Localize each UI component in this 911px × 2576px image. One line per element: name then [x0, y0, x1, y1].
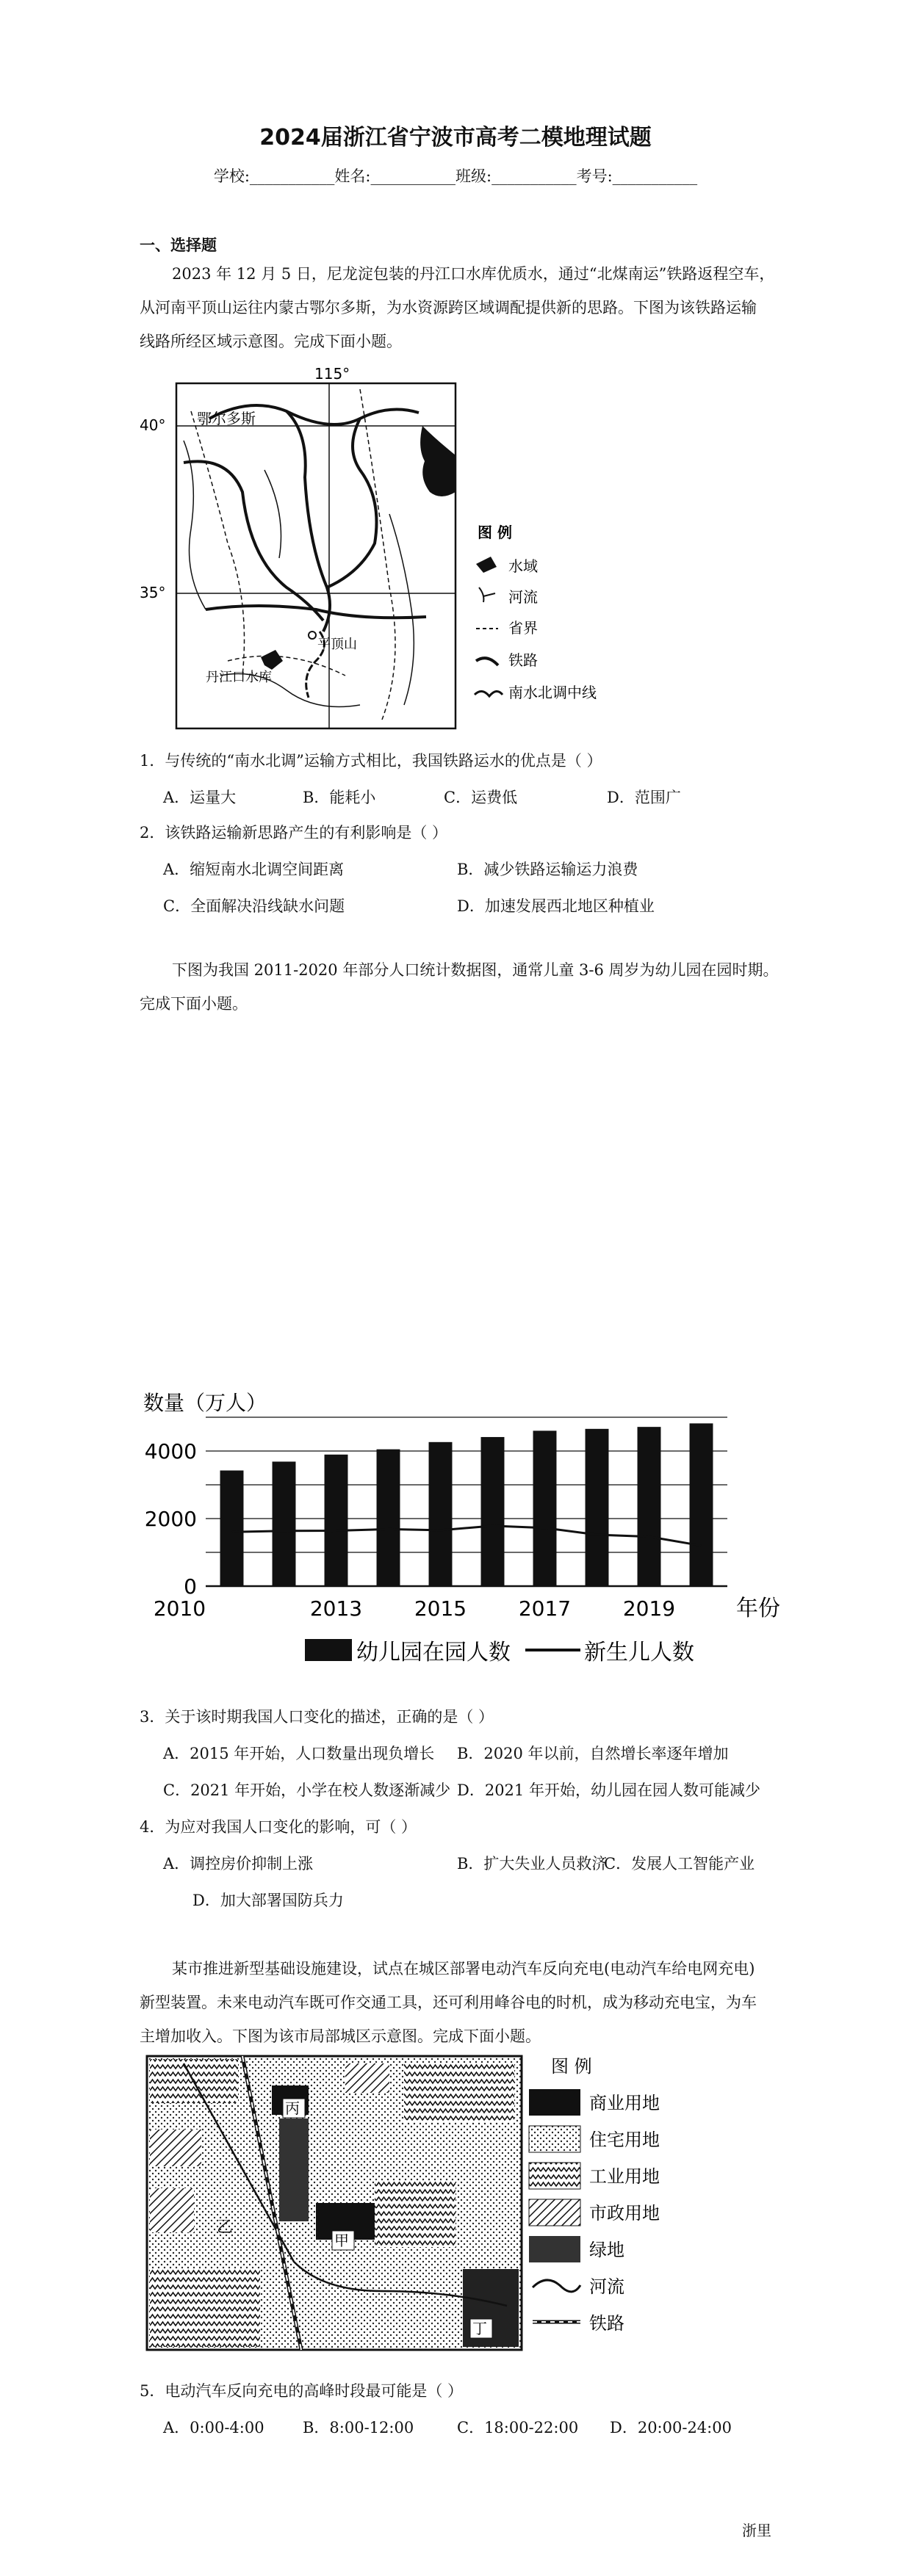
q5-option-d[interactable]: D．20:00-24:00 [610, 2419, 732, 2436]
chart-y-ticks [145, 1439, 197, 1599]
legend-bar-label: 幼儿园在园人数 [356, 1640, 511, 1665]
chart-x-tick-label: 2010 [153, 1596, 206, 1621]
legend-residential-swatch [529, 2126, 580, 2152]
label-ding: 丁 [472, 2320, 487, 2337]
legend-bar-swatch [305, 1639, 352, 1661]
q2-option-c[interactable]: C．全面解决沿线缺水问题 [163, 897, 345, 915]
legend-commercial-label: 商业用地 [589, 2093, 660, 2113]
page-title: 2024届浙江省宁波市高考二模地理试题 [259, 125, 652, 151]
intro2-line1: 下图为我国 2011-2020 年部分人口统计数据图，通常儿童 3-6 周岁为幼儿园在园时期。 [172, 961, 779, 979]
intro1-line2: 从河南平顶山运往内蒙古鄂尔多斯，为水资源跨区域调配提供新的思路。下图为该铁路运输 [140, 299, 757, 316]
municipal-zone-w2 [150, 2188, 194, 2232]
chart-bars [220, 1423, 713, 1586]
legend-route-label: 南水北调中线 [508, 684, 597, 701]
kindergarten-bar-2013 [325, 1455, 348, 1586]
railway-region-map [140, 367, 669, 734]
map2-legend-title: 图 例 [551, 2056, 592, 2077]
intro1-line3: 线路所经区域示意图。完成下面小题。 [140, 333, 402, 350]
newborn-series-line [232, 1526, 702, 1546]
intro3-line1: 某市推进新型基础设施建设，试点在城区部署电动汽车反向充电(电动汽车给电网充电) [172, 1960, 755, 1978]
intro-paragraph-2 [140, 953, 786, 1021]
longitude-label: 115° [314, 367, 350, 383]
question-2-stem: 2．该铁路运输新思路产生的有利影响是（ ） [140, 824, 448, 842]
kindergarten-bar-2015 [429, 1442, 453, 1586]
pingdingshan-point [309, 632, 316, 639]
intro-paragraph-3 [140, 1952, 786, 2053]
population-chart-svg [140, 1388, 815, 1682]
green-zone-bing [279, 2119, 309, 2221]
question-4-stem: 4．为应对我国人口变化的影响，可（ ） [140, 1818, 417, 1836]
industrial-zone-sw [150, 2269, 260, 2347]
q4-option-c[interactable]: C．发展人工智能产业 [604, 1855, 755, 1873]
chart-x-tick-label: 2017 [518, 1596, 572, 1621]
label-bing: 丙 [285, 2099, 300, 2117]
city-map-svg [140, 2049, 786, 2357]
q1-option-c[interactable]: C．运费低 [444, 789, 518, 806]
legend-railway2-label: 铁路 [589, 2313, 624, 2334]
kindergarten-bar-2020 [690, 1423, 713, 1586]
q2-option-a[interactable]: A．缩短南水北调空间距离 [163, 861, 345, 878]
legend-municipal-swatch [529, 2199, 580, 2226]
label-jia: 甲 [334, 2232, 349, 2249]
q5-option-b[interactable]: B．8:00-12:00 [303, 2419, 414, 2436]
latitude-40-label: 40° [140, 416, 166, 434]
legend-river2-icon [533, 2280, 580, 2292]
place-pingdingshan: 平顶山 [317, 637, 357, 652]
question-3-stem: 3．关于该时期我国人口变化的描述，正确的是（ ） [140, 1708, 494, 1726]
q3-option-c[interactable]: C．2021 年开始，小学在校人数逐渐减少 [163, 1781, 451, 1799]
q1-option-d[interactable]: D．范围广 [607, 789, 681, 806]
city-district-map [140, 2049, 786, 2357]
chart-x-tick-label: 2015 [414, 1596, 467, 1621]
chart-ylabel: 数量（万人） [143, 1391, 267, 1415]
kindergarten-bar-2016 [481, 1437, 505, 1586]
q4-option-a[interactable]: A．调控房价抑制上涨 [163, 1855, 314, 1873]
industrial-zone-ne [404, 2063, 514, 2122]
legend-railway-label: 铁路 [508, 651, 538, 669]
question-5-stem: 5．电动汽车反向充电的高峰时段最可能是（ ） [140, 2382, 464, 2400]
q4-option-d[interactable]: D．加大部署国防兵力 [192, 1892, 344, 1909]
place-danjiangkou: 丹江口水库 [206, 670, 272, 685]
q3-option-d[interactable]: D．2021 年开始，幼儿园在园人数可能减少 [457, 1781, 760, 1799]
kindergarten-bar-2018 [586, 1429, 609, 1586]
q5-option-a[interactable]: A．0:00-4:00 [163, 2419, 264, 2436]
chart-xlabel: 年份 [736, 1596, 780, 1621]
legend-line-label: 新生儿人数 [584, 1640, 694, 1665]
footer-text: 浙里 [742, 2522, 771, 2539]
legend-route-icon [475, 691, 503, 696]
intro-paragraph-1 [140, 257, 786, 358]
intro2-line2: 完成下面小题。 [140, 995, 248, 1013]
map1-legend-title: 图 例 [478, 524, 512, 541]
legend-industrial-label: 工业用地 [589, 2166, 660, 2187]
kindergarten-bar-2012 [273, 1461, 296, 1586]
industrial-zone-e [375, 2181, 455, 2247]
student-info-line: 学校:___________姓名:___________班级:___________考号:___________ [213, 167, 698, 185]
q1-option-b[interactable]: B．能耗小 [303, 789, 376, 806]
legend-river-icon [479, 587, 495, 602]
railway-map-svg [140, 367, 669, 734]
kindergarten-bar-2011 [220, 1470, 244, 1586]
q5-option-c[interactable]: C．18:00-22:00 [457, 2419, 579, 2436]
q2-option-d[interactable]: D．加速发展西北地区种植业 [457, 897, 655, 915]
intro3-line2: 新型装置。未来电动汽车既可作交通工具，还可利用峰谷电的时机，成为移动充电宝，为车 [140, 1994, 757, 2011]
municipal-zone-w1 [150, 2130, 201, 2166]
kindergarten-bar-2017 [533, 1430, 557, 1586]
legend-residential-label: 住宅用地 [589, 2130, 660, 2150]
section-heading: 一、选择题 [140, 236, 217, 254]
legend-railway-icon [476, 658, 498, 665]
chart-y-tick-label: 0 [184, 1574, 197, 1599]
label-yi: 乙 [217, 2218, 234, 2237]
legend-green-label: 绿地 [589, 2240, 624, 2260]
chart-y-tick-label: 2000 [144, 1507, 197, 1531]
q2-option-b[interactable]: B．减少铁路运输运力浪费 [457, 861, 638, 878]
latitude-35-label: 35° [140, 584, 166, 601]
q1-option-a[interactable]: A．运量大 [163, 789, 237, 806]
kindergarten-bar-2019 [638, 1427, 661, 1586]
place-ordos: 鄂尔多斯 [197, 410, 256, 427]
legend-river2-label: 河流 [589, 2276, 624, 2297]
chart-x-tick-label: 2019 [622, 1596, 676, 1621]
legend-commercial-swatch [529, 2089, 580, 2116]
kindergarten-bar-2014 [377, 1450, 400, 1586]
chart-x-tick-label: 2013 [309, 1596, 363, 1621]
legend-river-label: 河流 [508, 588, 538, 606]
q3-option-a[interactable]: A．2015 年开始，人口数量出现负增长 [163, 1745, 435, 1762]
legend-border-label: 省界 [508, 619, 538, 637]
intro1-line1: 2023 年 12 月 5 日，尼龙淀包装的丹江口水库优质水，通过“北煤南运”铁路返程空车， [172, 265, 775, 283]
legend-green-swatch [529, 2236, 580, 2262]
population-chart [140, 1388, 815, 1682]
legend-municipal-label: 市政用地 [589, 2203, 660, 2224]
legend-water-icon [476, 557, 497, 573]
chart-x-ticks [154, 1596, 675, 1621]
question-1-stem: 1．与传统的“南水北调”运输方式相比，我国铁路运水的优点是（ ） [140, 752, 602, 770]
legend-industrial-swatch [529, 2163, 580, 2189]
q3-option-b[interactable]: B．2020 年以前，自然增长率逐年增加 [457, 1745, 729, 1762]
chart-y-tick-label: 4000 [144, 1439, 197, 1464]
municipal-zone-n [345, 2063, 389, 2093]
intro3-line3: 主增加收入。下图为该市局部城区示意图。完成下面小题。 [140, 2027, 541, 2045]
q4-option-b[interactable]: B．扩大失业人员救济 [457, 1855, 608, 1873]
legend-water-label: 水域 [508, 557, 538, 575]
